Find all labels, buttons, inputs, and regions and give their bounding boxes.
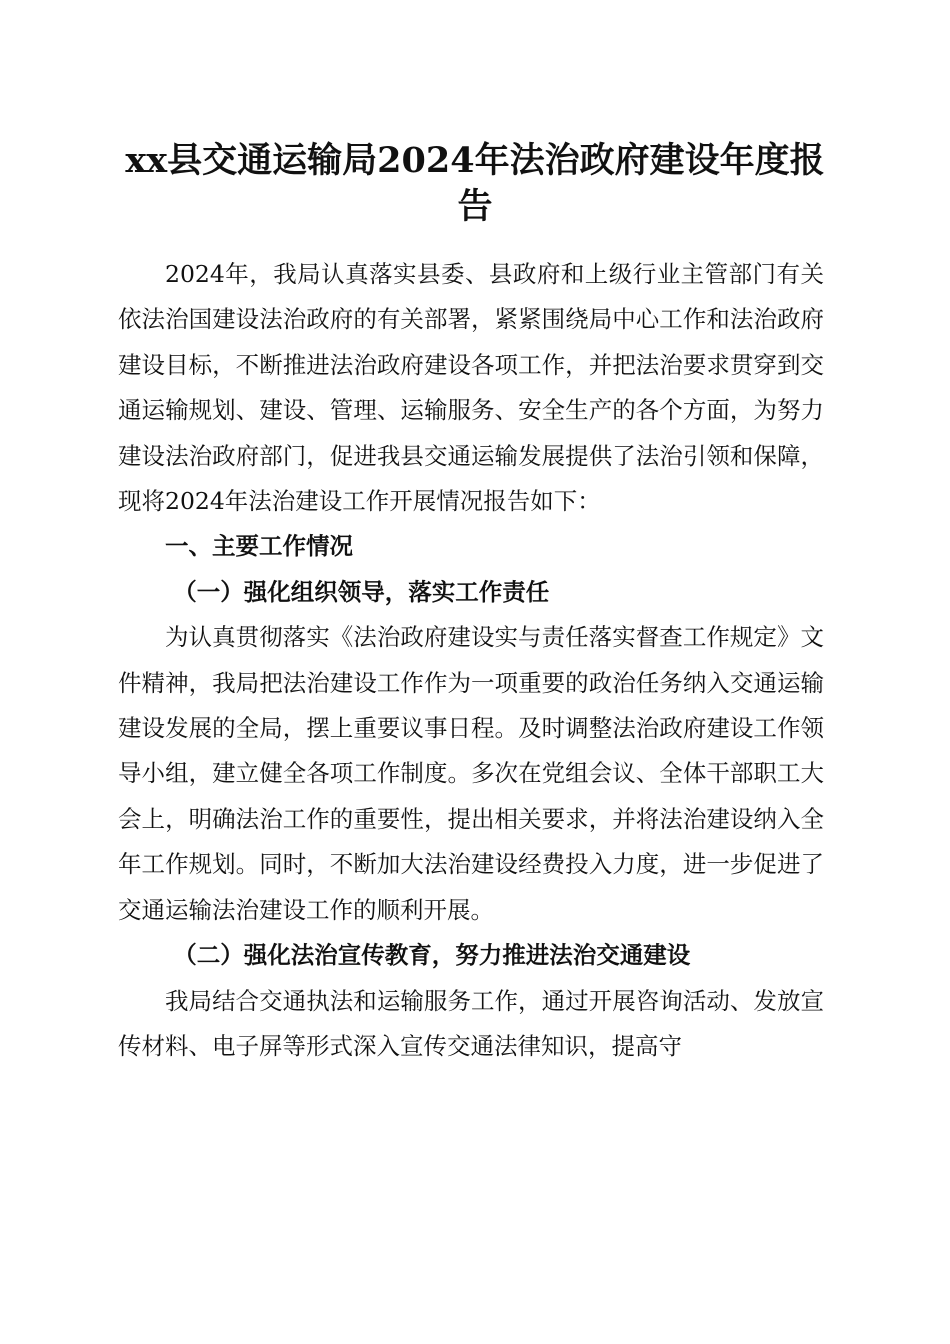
document-title: xx县交通运输局2024年法治政府建设年度报告 (125, 140, 825, 227)
document-body (118, 252, 824, 1069)
organization-paragraph: 为认真贯彻落实《法治政府建设实与责任落实督查工作规定》文件精神，我局把法治建设工作作为一项重要的政治任务纳入交通运输建设发展的全局，摆上重要议事日程。及时调整法治政府建设工作领导小组，建立健全各项工作制度。多次在党组会议、全体干部职工大会上，明确法治工作的重要性，提出相关要求，并将法治建设纳入全年工作规划。同时，不断加大法治建设经费投入力度，进一步促进了交通运输法治建设工作的顺利开展。 (118, 623, 824, 924)
subsection-heading-legal-education: （二）强化法治宣传教育，努力推进法治交通建设 (173, 941, 691, 970)
section-heading-main-work: 一、主要工作情况 (165, 532, 353, 561)
subsection-heading-organization: （一）强化组织领导，落实工作责任 (173, 577, 550, 606)
intro-paragraph: 2024年，我局认真落实县委、县政府和上级行业主管部门有关依法治国建设法治政府的有关部署，紧紧围绕局中心工作和法治政府建设目标，不断推进法治政府建设各项工作，并把法治要求贯穿到交通运输规划、建设、管理、运输服务、安全生产的各个方面，为努力建设法治政府部门，促进我县交通运输发展提供了法治引领和保障，现将2024年法治建设工作开展情况报告如下： (118, 260, 824, 516)
legal-education-paragraph: 我局结合交通执法和运输服务工作，通过开展咨询活动、发放宣传材料、电子屏等形式深入宣传交通法律知识，提高守 (118, 986, 824, 1060)
